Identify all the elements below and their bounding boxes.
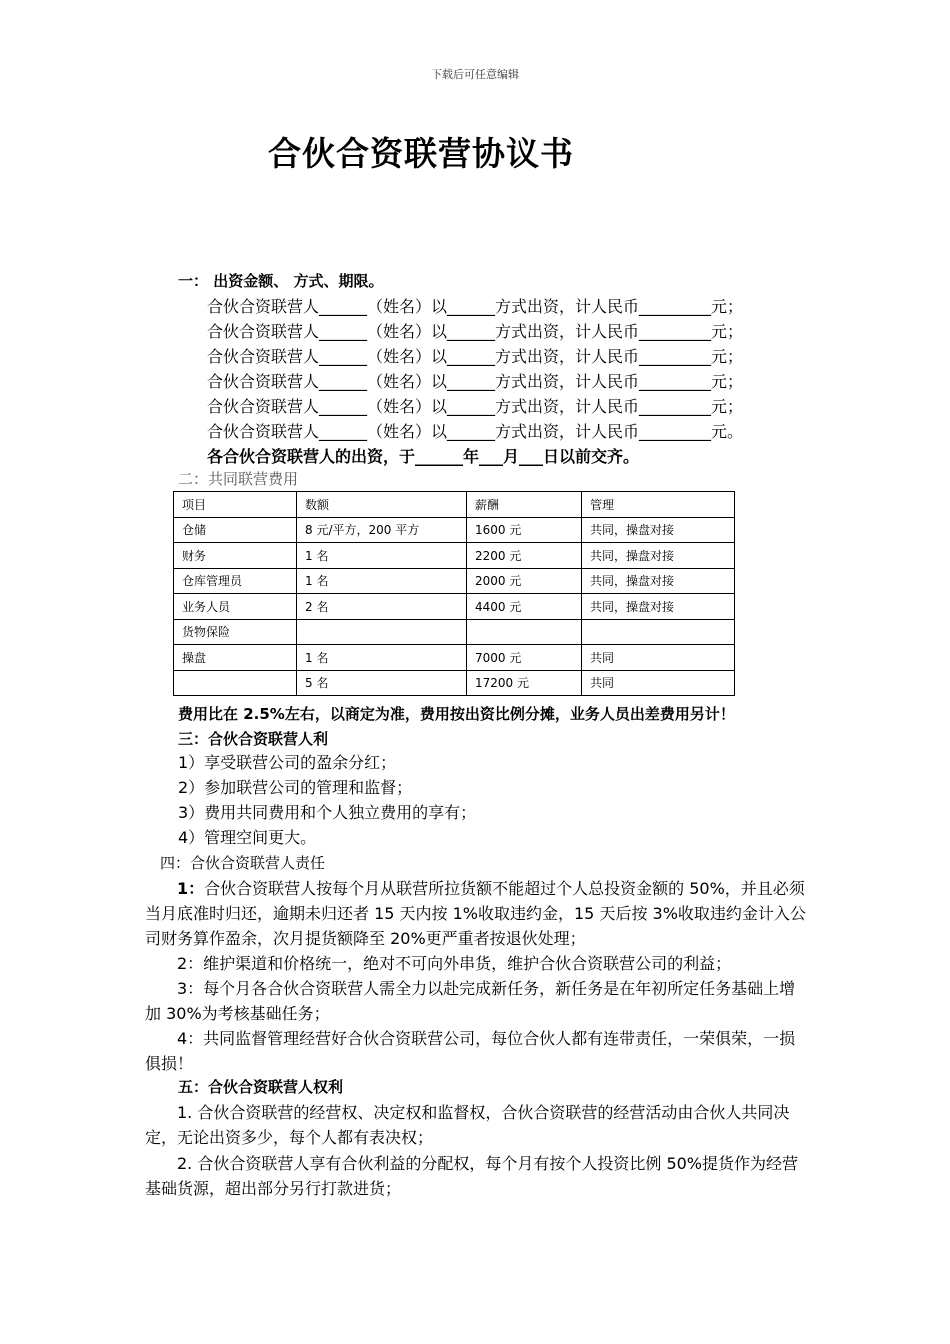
table-cell: 共同 <box>582 670 735 696</box>
table-header-cell: 薪酬 <box>467 492 582 518</box>
section5-heading: 五：合伙合资联营人权利 <box>178 1078 344 1096</box>
table-row <box>174 670 735 696</box>
table-row <box>174 645 735 671</box>
table-row <box>174 594 735 620</box>
paragraph: 3：每个月各合伙合资联营人需全力以赴完成新任务，新任务是在年初所定任务基础上增加 30%为考核基础任务； <box>145 979 796 1023</box>
section2-heading: 二：共同联营费用 <box>178 470 299 488</box>
table-cell: 1 名 <box>297 543 467 569</box>
table-cell: 仓储 <box>174 517 297 543</box>
table-cell: 共同 <box>582 645 735 671</box>
table-cell: 财务 <box>174 543 297 569</box>
paragraph-lead: 1： <box>177 879 205 898</box>
contribution-line: 合伙合资联营人______（姓名）以______方式出资，计人民币_________元； <box>207 372 744 391</box>
header-note: 下载后可任意编辑 <box>431 68 519 81</box>
table-cell: 7000 元 <box>467 645 582 671</box>
list-item: 1）享受联营公司的盈余分红； <box>178 753 397 772</box>
section3-heading: 三：合伙合资联营人利 <box>178 730 329 748</box>
list-item: 4）管理空间更大。 <box>178 828 317 847</box>
paragraph: 2：维护渠道和价格统一，绝对不可向外串货，维护合伙合资联营公司的利益； <box>177 954 732 973</box>
list-item: 3）费用共同费用和个人独立费用的享有； <box>178 803 477 822</box>
contribution-line: 合伙合资联营人______（姓名）以______方式出资，计人民币_________元； <box>207 297 744 316</box>
table-cell: 1 名 <box>297 645 467 671</box>
table-header-cell: 项目 <box>174 492 297 518</box>
table-cell: 共同，操盘对接 <box>582 543 735 569</box>
table-row <box>174 568 735 594</box>
paragraph: 4：共同监督管理经营好合伙合资联营公司，每位合伙人都有连带责任，一荣俱荣，一损俱损！ <box>145 1029 796 1073</box>
table-cell: 共同，操盘对接 <box>582 517 735 543</box>
table-header-cell: 管理 <box>582 492 735 518</box>
section1-heading: 一： 出资金额、 方式、期限。 <box>178 272 384 290</box>
paragraph-text: 合伙合资联营人按每个月从联营所拉货额不能超过个人总投资金额的 50%，并且必须当月底准时归还，逾期未归还者 15 天内按 1%收取违约金，15 天后按 3%收取违约金计入公司财务算作盈余，次月提货额降至 20%更严重者按退伙处理； <box>145 879 806 948</box>
fees-table <box>173 491 735 696</box>
paragraph: 2. 合伙合资联营人享有合伙利益的分配权，每个月有按个人投资比例 50%提货作为经营基础货源，超出部分另行打款进货； <box>145 1154 799 1198</box>
table-cell: 操盘 <box>174 645 297 671</box>
table-cell: 1600 元 <box>467 517 582 543</box>
paragraph: 1. 合伙合资联营的经营权、决定权和监督权，合伙合资联营的经营活动由合伙人共同决定，无论出资多少，每个人都有表决权； <box>145 1103 790 1147</box>
contribution-line: 合伙合资联营人______（姓名）以______方式出资，计人民币_________元； <box>207 397 744 416</box>
contribution-line: 合伙合资联营人______（姓名）以______方式出资，计人民币_________元； <box>207 322 744 341</box>
table-cell: 仓库管理员 <box>174 568 297 594</box>
table-cell: 2 名 <box>297 594 467 620</box>
table-cell <box>582 619 735 645</box>
section4-heading: 四：合伙合资联营人责任 <box>160 854 326 872</box>
contribution-lines <box>207 294 743 469</box>
paragraph <box>145 876 810 951</box>
list-item: 2）参加联营公司的管理和监督； <box>178 778 413 797</box>
table-header-cell: 数额 <box>297 492 467 518</box>
contribution-line: 合伙合资联营人______（姓名）以______方式出资，计人民币_________元。 <box>207 422 744 441</box>
contribution-deadline: 各合伙合资联营人的出资，于______年___月___日以前交齐。 <box>207 447 640 466</box>
rights-list <box>178 750 476 850</box>
table-row <box>174 619 735 645</box>
table-cell: 2000 元 <box>467 568 582 594</box>
table-cell: 2200 元 <box>467 543 582 569</box>
table-cell <box>467 619 582 645</box>
table-cell <box>297 619 467 645</box>
table-row <box>174 517 735 543</box>
table-cell: 1 名 <box>297 568 467 594</box>
table-cell: 共同，操盘对接 <box>582 568 735 594</box>
document-title: 合伙合资联营协议书 <box>268 134 574 173</box>
contribution-line: 合伙合资联营人______（姓名）以______方式出资，计人民币_________元； <box>207 347 744 366</box>
table-row <box>174 543 735 569</box>
table-cell: 8 元/平方，200 平方 <box>297 517 467 543</box>
table-cell <box>174 670 297 696</box>
fee-note: 费用比在 2.5%左右，以商定为准，费用按出资比例分摊，业务人员出差费用另计！ <box>178 705 735 723</box>
table-cell: 共同，操盘对接 <box>582 594 735 620</box>
table-cell: 17200 元 <box>467 670 582 696</box>
table-header-row <box>174 492 735 518</box>
table-cell: 4400 元 <box>467 594 582 620</box>
table-cell: 5 名 <box>297 670 467 696</box>
table-cell: 业务人员 <box>174 594 297 620</box>
table-cell: 货物保险 <box>174 619 297 645</box>
